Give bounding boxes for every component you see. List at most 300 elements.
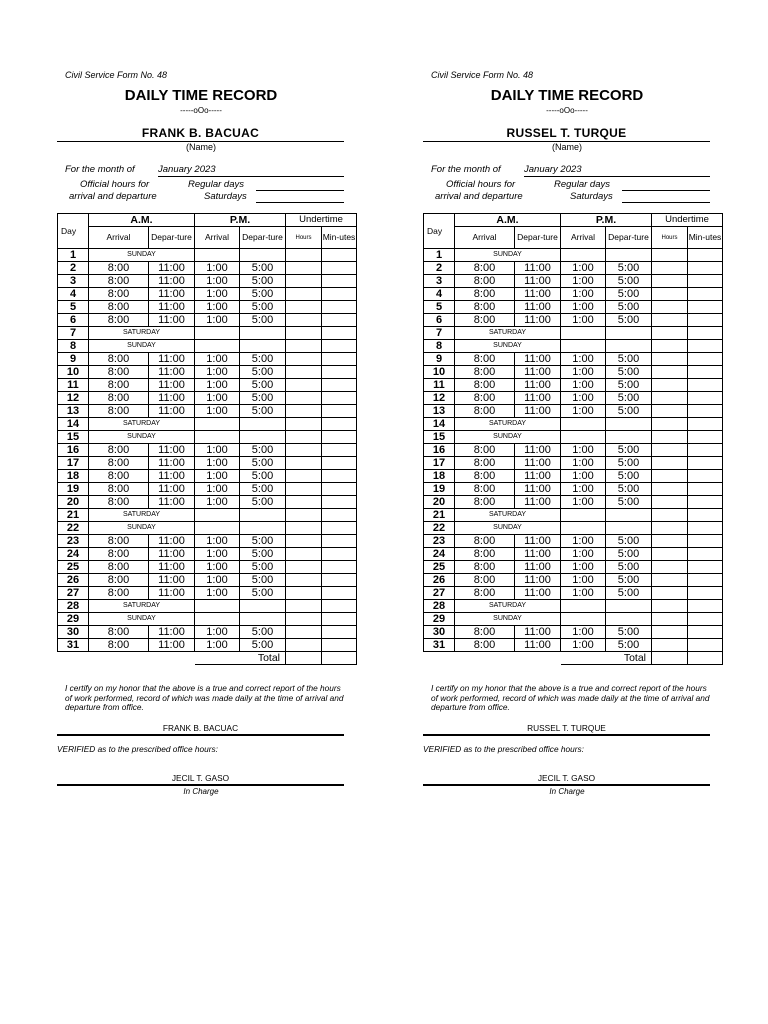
undertime-minutes (688, 470, 723, 483)
pm-departure (606, 509, 652, 522)
pm-departure: 5:00 (240, 314, 286, 327)
form-title: DAILY TIME RECORD (490, 87, 644, 104)
am-departure: 11:00 (149, 639, 195, 652)
am-arrival: 8:00 (455, 353, 515, 366)
table-row (58, 522, 357, 535)
undertime-hours (652, 561, 688, 574)
am-arrival: 8:00 (89, 288, 149, 301)
in-charge-label: In Charge (183, 787, 219, 796)
day-number: 11 (424, 379, 455, 392)
undertime-minutes (322, 561, 357, 574)
undertime-minutes (688, 561, 723, 574)
title-separator: -----oOo----- (546, 106, 588, 115)
day-number: 3 (58, 275, 89, 288)
undertime-minutes (688, 431, 723, 444)
table-row (424, 470, 723, 483)
undertime-hours (286, 288, 322, 301)
pm-arrival: 1:00 (561, 405, 606, 418)
pm-arrival: 1:00 (195, 639, 240, 652)
pm-departure (606, 340, 652, 353)
in-charge-name: JECIL T. GASO (57, 773, 344, 786)
undertime-hours (652, 327, 688, 340)
table-row (58, 483, 357, 496)
official-hours-label-2: arrival and departure (69, 191, 157, 202)
undertime-minutes (688, 262, 723, 275)
pm-arrival: 1:00 (195, 262, 240, 275)
undertime-minutes (688, 392, 723, 405)
am-departure: 11:00 (149, 262, 195, 275)
pm-arrival: 1:00 (561, 444, 606, 457)
day-note: SATURDAY (89, 418, 195, 431)
pm-arrival (195, 327, 240, 340)
day-note: SATURDAY (455, 327, 561, 340)
total-hours (652, 652, 688, 665)
undertime-minutes (688, 587, 723, 600)
am-arrival: 8:00 (455, 405, 515, 418)
undertime-minutes (688, 314, 723, 327)
am-departure: 11:00 (515, 366, 561, 379)
am-departure: 11:00 (515, 639, 561, 652)
header-pm-arrival: Arrival (561, 227, 606, 249)
am-arrival: 8:00 (455, 288, 515, 301)
pm-departure: 5:00 (606, 457, 652, 470)
table-row (424, 548, 723, 561)
am-departure: 11:00 (149, 405, 195, 418)
am-arrival: 8:00 (89, 314, 149, 327)
day-note: SUNDAY (455, 522, 561, 535)
undertime-hours (286, 444, 322, 457)
am-departure: 11:00 (515, 483, 561, 496)
pm-arrival: 1:00 (195, 392, 240, 405)
pm-arrival: 1:00 (195, 405, 240, 418)
day-number: 12 (58, 392, 89, 405)
day-number: 15 (424, 431, 455, 444)
undertime-hours (286, 262, 322, 275)
month-label: For the month of (431, 164, 501, 175)
am-departure: 11:00 (515, 457, 561, 470)
pm-departure: 5:00 (240, 392, 286, 405)
am-arrival: 8:00 (455, 496, 515, 509)
pm-arrival: 1:00 (195, 275, 240, 288)
table-row (58, 535, 357, 548)
undertime-hours (286, 574, 322, 587)
pm-arrival (195, 600, 240, 613)
am-arrival: 8:00 (455, 314, 515, 327)
day-number: 22 (424, 522, 455, 535)
undertime-minutes (688, 522, 723, 535)
pm-arrival: 1:00 (195, 548, 240, 561)
in-charge-label: In Charge (549, 787, 585, 796)
day-note: SATURDAY (89, 327, 195, 340)
undertime-hours (286, 470, 322, 483)
table-row (424, 275, 723, 288)
saturdays-line (256, 202, 344, 203)
table-row (424, 522, 723, 535)
pm-departure: 5:00 (606, 379, 652, 392)
day-note: SATURDAY (89, 600, 195, 613)
undertime-hours (652, 431, 688, 444)
undertime-minutes (322, 262, 357, 275)
table-row (58, 496, 357, 509)
undertime-hours (286, 522, 322, 535)
undertime-hours (652, 574, 688, 587)
pm-arrival: 1:00 (195, 288, 240, 301)
undertime-minutes (322, 509, 357, 522)
pm-departure (606, 327, 652, 340)
undertime-minutes (322, 626, 357, 639)
day-number: 30 (58, 626, 89, 639)
undertime-minutes (322, 249, 357, 262)
undertime-minutes (322, 496, 357, 509)
table-row (58, 626, 357, 639)
table-row (424, 626, 723, 639)
table-row (58, 301, 357, 314)
undertime-minutes (322, 275, 357, 288)
table-row (58, 574, 357, 587)
pm-departure: 5:00 (240, 587, 286, 600)
header-day: Day (424, 214, 455, 249)
table-row (58, 366, 357, 379)
am-arrival: 8:00 (89, 301, 149, 314)
table-row (424, 613, 723, 626)
pm-arrival: 1:00 (195, 379, 240, 392)
day-number: 21 (58, 509, 89, 522)
pm-departure (606, 613, 652, 626)
table-row (424, 353, 723, 366)
am-departure: 11:00 (515, 587, 561, 600)
pm-departure: 5:00 (606, 288, 652, 301)
undertime-hours (286, 483, 322, 496)
form-number: Civil Service Form No. 48 (431, 70, 534, 80)
regular-days-line (622, 190, 710, 191)
header-minutes: Min-utes (688, 227, 723, 249)
undertime-hours (286, 366, 322, 379)
table-row (58, 561, 357, 574)
pm-departure: 5:00 (240, 639, 286, 652)
pm-departure: 5:00 (240, 470, 286, 483)
official-hours-label-1: Official hours for (80, 179, 150, 190)
undertime-minutes (322, 314, 357, 327)
undertime-minutes (688, 600, 723, 613)
header-am: A.M. (455, 214, 561, 227)
am-departure: 11:00 (515, 444, 561, 457)
undertime-hours (652, 444, 688, 457)
pm-arrival: 1:00 (561, 457, 606, 470)
saturdays-label: Saturdays (204, 191, 247, 202)
undertime-minutes (688, 340, 723, 353)
pm-departure (240, 327, 286, 340)
pm-arrival: 1:00 (561, 288, 606, 301)
day-note: SUNDAY (455, 613, 561, 626)
pm-departure: 5:00 (240, 405, 286, 418)
table-row (58, 548, 357, 561)
day-number: 28 (424, 600, 455, 613)
undertime-hours (286, 301, 322, 314)
table-row (424, 301, 723, 314)
day-number: 14 (424, 418, 455, 431)
am-departure: 11:00 (149, 626, 195, 639)
table-row (424, 249, 723, 262)
am-departure: 11:00 (149, 470, 195, 483)
day-note: SUNDAY (455, 340, 561, 353)
pm-departure: 5:00 (606, 314, 652, 327)
undertime-minutes (688, 418, 723, 431)
am-arrival: 8:00 (89, 379, 149, 392)
undertime-minutes (322, 483, 357, 496)
pm-departure: 5:00 (606, 561, 652, 574)
undertime-minutes (688, 353, 723, 366)
table-row (424, 639, 723, 652)
day-number: 17 (424, 457, 455, 470)
am-departure: 11:00 (149, 353, 195, 366)
am-departure: 11:00 (149, 314, 195, 327)
am-departure: 11:00 (515, 314, 561, 327)
pm-arrival: 1:00 (195, 587, 240, 600)
pm-arrival (195, 522, 240, 535)
am-departure: 11:00 (149, 535, 195, 548)
undertime-hours (652, 496, 688, 509)
pm-departure: 5:00 (240, 275, 286, 288)
certification-text: I certify on my honor that the above is a true and correct report of the hours of work performed, record of which was made daily at the time of arrival and departure from office. (65, 683, 344, 712)
undertime-hours (286, 327, 322, 340)
pm-departure (606, 431, 652, 444)
undertime-hours (652, 470, 688, 483)
day-number: 12 (424, 392, 455, 405)
undertime-minutes (322, 639, 357, 652)
am-arrival: 8:00 (455, 275, 515, 288)
table-row (58, 379, 357, 392)
am-departure: 11:00 (149, 574, 195, 587)
am-arrival: 8:00 (455, 483, 515, 496)
header-pm: P.M. (561, 214, 652, 227)
employee-name: RUSSEL T. TURQUE (423, 126, 710, 142)
pm-arrival (195, 249, 240, 262)
header-am-arrival: Arrival (89, 227, 149, 249)
undertime-hours (286, 548, 322, 561)
header-pm-departure: Depar-ture (606, 227, 652, 249)
pm-departure: 5:00 (240, 262, 286, 275)
table-row (424, 587, 723, 600)
pm-arrival: 1:00 (195, 457, 240, 470)
form-number: Civil Service Form No. 48 (65, 70, 168, 80)
table-row (58, 288, 357, 301)
regular-days-label: Regular days (554, 179, 610, 190)
dtr-form-left (57, 0, 357, 1024)
table-row (424, 496, 723, 509)
am-departure: 11:00 (515, 405, 561, 418)
header-pm-arrival: Arrival (195, 227, 240, 249)
day-note: SUNDAY (89, 431, 195, 444)
table-row (424, 405, 723, 418)
am-departure: 11:00 (515, 288, 561, 301)
pm-departure (240, 600, 286, 613)
am-arrival: 8:00 (455, 548, 515, 561)
am-arrival: 8:00 (89, 353, 149, 366)
undertime-minutes (322, 444, 357, 457)
table-row (424, 457, 723, 470)
undertime-minutes (688, 301, 723, 314)
day-note: SATURDAY (89, 509, 195, 522)
dtr-form-right (423, 0, 723, 1024)
undertime-hours (652, 522, 688, 535)
undertime-minutes (688, 288, 723, 301)
undertime-hours (652, 613, 688, 626)
table-row (58, 457, 357, 470)
pm-departure: 5:00 (606, 548, 652, 561)
pm-departure: 5:00 (240, 379, 286, 392)
pm-departure: 5:00 (240, 353, 286, 366)
table-row (58, 418, 357, 431)
day-number: 25 (424, 561, 455, 574)
pm-departure: 5:00 (606, 275, 652, 288)
header-undertime: Undertime (652, 214, 723, 227)
am-arrival: 8:00 (455, 366, 515, 379)
undertime-hours (652, 275, 688, 288)
pm-departure: 5:00 (606, 587, 652, 600)
table-row (58, 587, 357, 600)
undertime-hours (286, 561, 322, 574)
day-number: 5 (424, 301, 455, 314)
undertime-minutes (688, 405, 723, 418)
pm-departure: 5:00 (240, 444, 286, 457)
table-row (58, 327, 357, 340)
undertime-minutes (322, 392, 357, 405)
am-arrival: 8:00 (455, 301, 515, 314)
pm-arrival (195, 340, 240, 353)
pm-departure: 5:00 (240, 535, 286, 548)
pm-arrival: 1:00 (195, 574, 240, 587)
pm-arrival: 1:00 (195, 535, 240, 548)
day-number: 17 (58, 457, 89, 470)
undertime-hours (652, 249, 688, 262)
undertime-minutes (688, 275, 723, 288)
pm-departure (606, 249, 652, 262)
am-departure: 11:00 (149, 288, 195, 301)
day-number: 8 (424, 340, 455, 353)
pm-arrival: 1:00 (195, 353, 240, 366)
day-number: 9 (424, 353, 455, 366)
pm-arrival (561, 600, 606, 613)
day-number: 10 (58, 366, 89, 379)
undertime-hours (652, 405, 688, 418)
table-row (424, 340, 723, 353)
pm-arrival: 1:00 (561, 561, 606, 574)
pm-arrival: 1:00 (561, 639, 606, 652)
verified-text: VERIFIED as to the prescribed office hours: (423, 744, 584, 754)
day-number: 25 (58, 561, 89, 574)
pm-departure (240, 613, 286, 626)
day-number: 7 (424, 327, 455, 340)
undertime-hours (652, 535, 688, 548)
header-hours: Hours (652, 227, 688, 249)
day-number: 14 (58, 418, 89, 431)
month-label: For the month of (65, 164, 135, 175)
pm-departure (240, 340, 286, 353)
am-departure: 11:00 (149, 444, 195, 457)
day-number: 27 (424, 587, 455, 600)
table-row (58, 262, 357, 275)
am-departure: 11:00 (515, 470, 561, 483)
header-undertime: Undertime (286, 214, 357, 227)
form-title: DAILY TIME RECORD (124, 87, 278, 104)
undertime-hours (286, 314, 322, 327)
undertime-minutes (322, 535, 357, 548)
table-row (58, 600, 357, 613)
header-pm-departure: Depar-ture (240, 227, 286, 249)
pm-arrival: 1:00 (195, 470, 240, 483)
undertime-hours (652, 587, 688, 600)
pm-arrival: 1:00 (561, 535, 606, 548)
undertime-hours (652, 301, 688, 314)
undertime-hours (652, 379, 688, 392)
undertime-minutes (688, 457, 723, 470)
am-arrival: 8:00 (455, 457, 515, 470)
undertime-hours (652, 457, 688, 470)
undertime-minutes (688, 613, 723, 626)
official-hours-label-1: Official hours for (446, 179, 516, 190)
day-number: 29 (424, 613, 455, 626)
day-number: 6 (58, 314, 89, 327)
pm-departure (240, 522, 286, 535)
table-row (58, 275, 357, 288)
table-row (424, 366, 723, 379)
day-number: 1 (424, 249, 455, 262)
pm-arrival (561, 613, 606, 626)
undertime-minutes (322, 379, 357, 392)
table-row (424, 509, 723, 522)
undertime-hours (286, 418, 322, 431)
time-record-table (57, 213, 357, 665)
day-number: 8 (58, 340, 89, 353)
pm-arrival: 1:00 (195, 483, 240, 496)
name-label: (Name) (551, 142, 582, 152)
pm-arrival (195, 613, 240, 626)
pm-arrival: 1:00 (561, 496, 606, 509)
undertime-minutes (688, 626, 723, 639)
undertime-minutes (322, 353, 357, 366)
undertime-hours (286, 392, 322, 405)
am-arrival: 8:00 (89, 626, 149, 639)
employee-signature-name: FRANK B. BACUAC (57, 723, 344, 736)
day-number: 22 (58, 522, 89, 535)
pm-arrival: 1:00 (561, 470, 606, 483)
day-number: 16 (424, 444, 455, 457)
pm-departure: 5:00 (606, 353, 652, 366)
table-row (58, 353, 357, 366)
verified-text: VERIFIED as to the prescribed office hours: (57, 744, 218, 754)
day-number: 19 (58, 483, 89, 496)
table-row (424, 379, 723, 392)
am-arrival: 8:00 (89, 548, 149, 561)
pm-departure: 5:00 (606, 366, 652, 379)
pm-departure: 5:00 (606, 301, 652, 314)
pm-arrival (561, 431, 606, 444)
pm-arrival: 1:00 (561, 314, 606, 327)
undertime-hours (286, 353, 322, 366)
undertime-hours (286, 626, 322, 639)
am-arrival: 8:00 (455, 392, 515, 405)
table-row (424, 327, 723, 340)
pm-arrival: 1:00 (195, 301, 240, 314)
day-number: 27 (58, 587, 89, 600)
undertime-hours (286, 509, 322, 522)
name-label: (Name) (185, 142, 216, 152)
day-note: SATURDAY (455, 600, 561, 613)
pm-departure (606, 522, 652, 535)
day-note: SUNDAY (455, 431, 561, 444)
am-departure: 11:00 (149, 301, 195, 314)
day-number: 23 (58, 535, 89, 548)
